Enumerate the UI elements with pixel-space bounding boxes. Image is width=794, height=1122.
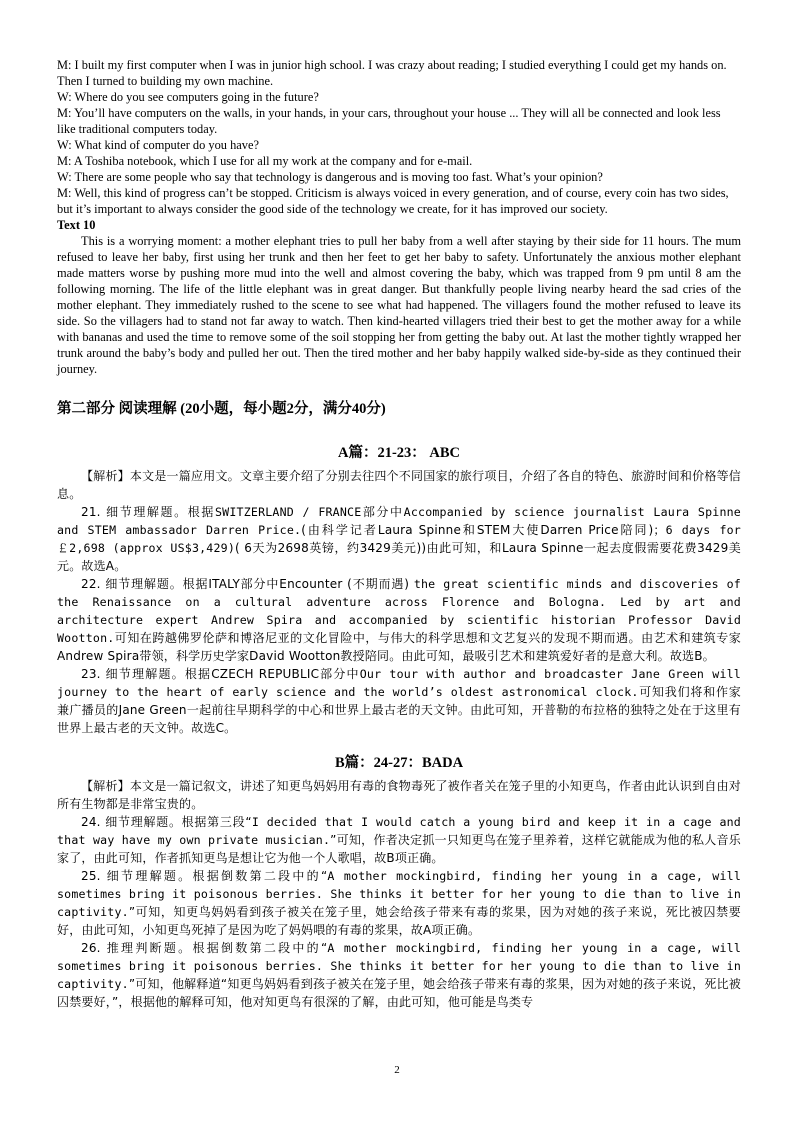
q25-quote: A mother mockingbird, finding her young in a cage, will sometimes bring it poisonous berries. She thinks it better for her young to die than to live in captivity.: [57, 869, 742, 919]
dialogue-line: M: A Toshiba notebook, which I use for all my work at the company and for e-mail.: [57, 154, 473, 168]
part-b-q26: [57, 939, 741, 1011]
part-b-analysis: 【解析】本文是一篇记叙文，讲述了知更鸟妈妈用有毒的食物毒死了被作者关在笼子里的小知更鸟，作者由此认识到自由对所有生物都是非常宝贵的。: [57, 779, 741, 811]
dialogue-line: M: I built my first computer when I was in junior high school. I was crazy about reading; I studied everything I could get my hands on. Then I turned to building my own machine.: [57, 58, 727, 88]
dialogue-block: [57, 57, 741, 217]
q22-conclusion: 可知在跨越佛罗伦萨和博洛尼亚的文化冒险中，与伟大的科学思想和文艺复兴的发现不期而遇。由艺术和建筑专家Andrew Spira带领，科学历史学家David Wootton教授陪同。由此可知，最吸引艺术和建筑爱好者的是意大利。故选B。: [57, 631, 741, 663]
q22-quote: the great scientific minds and discoveries of the Renaissance on a cultural adventure across Florence and Bologna. Led by art and architecture expert Andrew Spira and accompanied by scientific historian Professor David Wootton.: [57, 577, 741, 645]
q23-quote: Our tour with author and broadcaster Jane Green will journey to the heart of early science and the world’s oldest astronomical clock.: [57, 667, 741, 699]
part-a-analysis: 【解析】本文是一篇应用文。文章主要介绍了分别去往四个不同国家的旅行项目，介绍了各自的特色、旅游时间和价格等信息。: [57, 469, 741, 501]
q22-lead: 22. 细节理解题。根据ITALY部分中Encounter (不期而遇): [81, 577, 414, 591]
q24-conclusion: ”可知，作者决定抓一只知更鸟在笼子里养着，这样它就能成为他的私人音乐家了，由此可知，作者抓知更鸟是想让它为他一个人歌唱，故B项正确。: [57, 833, 741, 865]
q25-conclusion: ”可知，知更鸟妈妈看到孩子被关在笼子里，她会给孩子带来有毒的浆果，因为对她的孩子来说，死比被囚禁要好，由此可知，小知更鸟死掉了是因为吃了妈妈喂的有毒的浆果，故A项正确。: [57, 905, 741, 937]
dialogue-line: W: There are some people who say that technology is dangerous and is moving too fast. What’s your opinion?: [57, 170, 603, 184]
q26-quote: A mother mockingbird, finding her young in a cage, will sometimes bring it poisonous berries. She thinks it better for her young to die than to live in captivity.: [57, 941, 742, 991]
text10-label: Text 10: [57, 218, 96, 232]
q21-conclusion: ( 6天为2698英镑，约3429美元))由此可知，和Laura Spinne一起去度假需要花费3429美元。故选A。: [57, 541, 742, 573]
q26-conclusion: ”可知，他解释道“知更鸟妈妈看到孩子被关在笼子里，她会给孩子带来有毒的浆果，因为对她的孩子来说，死比被囚禁要好，”，根据他的解释可知，他对知更鸟有很深的了解，由此可知，他可能是鸟类专: [57, 977, 741, 1009]
q21-lead: 21. 细节理解题。根据: [81, 505, 215, 519]
section-2-title: 第二部分 阅读理解 (20小题，每小题2分，满分40分): [57, 401, 386, 417]
q26-lead: 26. 推理判断题。根据倒数第二段中的“: [81, 941, 328, 955]
part-b-q24: [57, 813, 741, 867]
q21-section-name: SWITZERLAND / FRANCE: [214, 505, 362, 519]
q24-lead: 24. 细节理解题。根据第三段“: [81, 815, 252, 829]
part-a-q21: [57, 503, 741, 575]
dialogue-line: M: Well, this kind of progress can’t be stopped. Criticism is always voiced in every generation, and of course, every coin has two sides, but it’s important to always consider the good side of the technology we create, for it has improved our society.: [57, 186, 729, 216]
part-b-q25: [57, 867, 741, 939]
text10-block: [57, 217, 741, 377]
q23-conclusion: 可知我们将和作家兼广播员的Jane Green一起前往早期科学的中心和世界上最古老的天文钟。由此可知，开普勒的布拉格的独特之处在于这里有世界上最古老的天文钟。故选C。: [57, 685, 741, 735]
part-a-title: A篇：21-23： ABC: [337, 445, 461, 461]
page-number: 2: [394, 1064, 400, 1076]
part-a-q23: [57, 665, 741, 737]
part-b-title: B篇：24-27：BADA: [334, 755, 464, 771]
q21-quote: Accompanied by science journalist Laura Spinne and STEM ambassador Darren Price.: [57, 505, 741, 537]
text10-body: This is a worrying moment: a mother elephant tries to pull her baby from a well after staying by their side for 11 hours. The mum refused to leave her baby, first using her trunk and then her feet to get her baby to safety. Unfortunately the anxious mother elephant made matters worse by pushing more mud into the well and almost covering the baby, which was trapped from 9 pm until 8 am the following morning. The life of the little elephant was in great danger. But thankfully people living nearby heard the sad cries of the mother elephant. They immediately rushed to the scene to see what had happened. The villagers found the mother refused to leave its side. So the villagers had to stand not far away to watch. Then kind-hearted villagers tried their best to get the mother away for a while with bananas and used the time to remove some of the soil stopping her from getting the baby out. At last the mother tightly wrapped her trunk around the baby’s body and pulled her out. Then the tired mother and her baby happily walked side-by-side as they continued their journey.: [57, 234, 741, 376]
q21-price-quote: 6 days for ￡2,698 (approx US$3,429): [57, 523, 741, 555]
part-a-q22: [57, 575, 741, 665]
dialogue-line: W: Where do you see computers going in the future?: [57, 90, 319, 104]
q24-quote: I decided that I would catch a young bird and keep it in a cage and that way have my own private musician.: [57, 815, 741, 847]
q21-gloss: (由科学记者Laura Spinne和STEM大使Darren Price陪同)；: [301, 523, 666, 537]
document-page: [57, 57, 741, 1011]
q21-mid: 部分中: [361, 505, 404, 519]
dialogue-line: M: You’ll have computers on the walls, in your hands, in your cars, throughout your house ... They will all be connected and look less like traditional computers today.: [57, 106, 721, 136]
q23-lead: 23. 细节理解题。根据CZECH REPUBLIC部分中: [81, 667, 360, 681]
q25-lead: 25. 细节理解题。根据倒数第二段中的“: [81, 869, 328, 883]
dialogue-line: W: What kind of computer do you have?: [57, 138, 259, 152]
